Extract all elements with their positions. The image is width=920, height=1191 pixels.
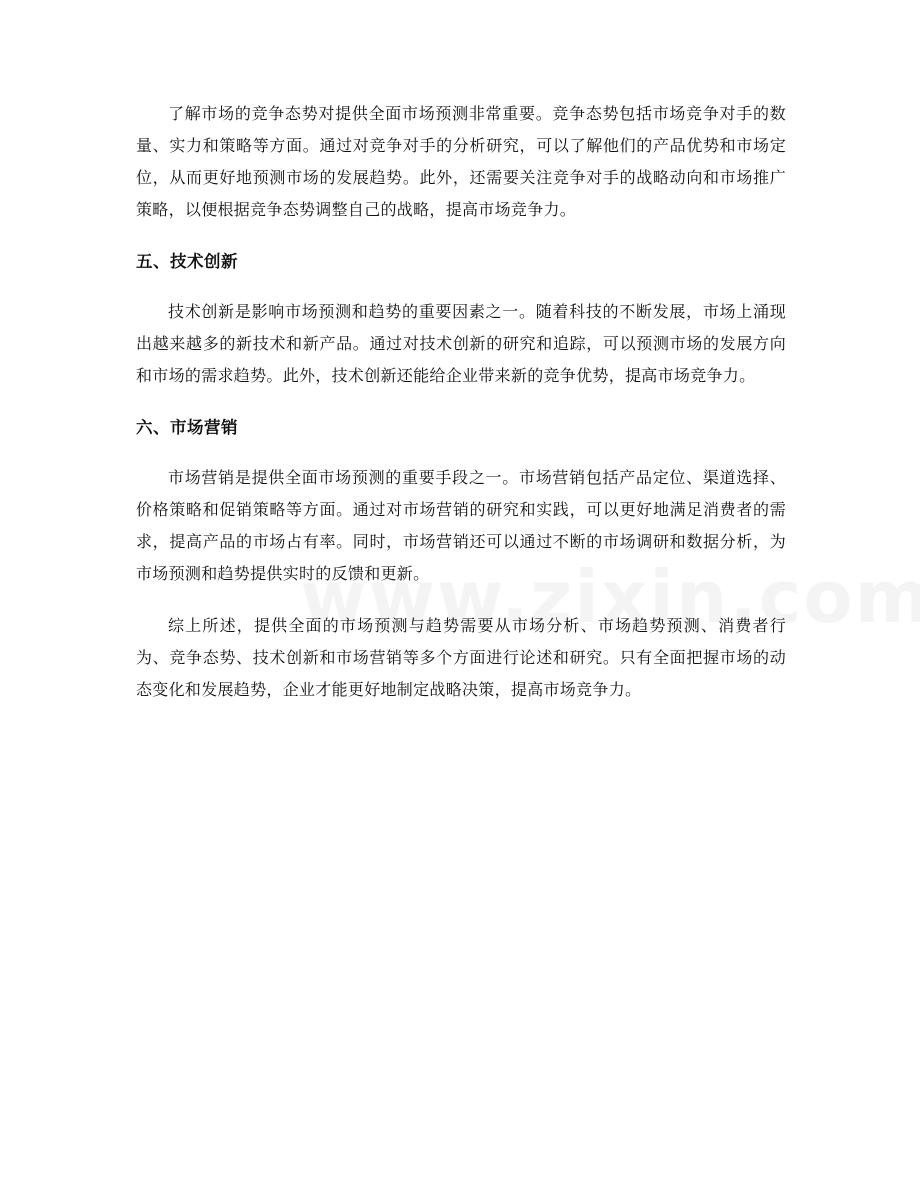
paragraph-tech-innovation: 技术创新是影响市场预测和趋势的重要因素之一。随着科技的不断发展，市场上涌现出越来越多的新技术和新产品。通过对技术创新的研究和追踪，可以预测市场的发展方向和市场的需求趋势。此外，技术创新还能给企业带来新的竞争优势，提高市场竞争力。	[136, 302, 786, 385]
document-body	[136, 98, 786, 706]
heading-marketing: 六、市场营销	[136, 418, 238, 437]
paragraph-competition: 了解市场的竞争态势对提供全面市场预测非常重要。竞争态势包括市场竞争对手的数量、实力和策略等方面。通过对竞争对手的分析研究，可以了解他们的产品优势和市场定位，从而更好地预测市场的发展趋势。此外，还需要关注竞争对手的战略动向和市场推广策略，以便根据竞争态势调整自己的战略，提高市场竞争力。	[136, 104, 786, 219]
paragraph-marketing: 市场营销是提供全面市场预测的重要手段之一。市场营销包括产品定位、渠道选择、价格策略和促销策略等方面。通过对市场营销的研究和实践，可以更好地满足消费者的需求，提高产品的市场占有率。同时，市场营销还可以通过不断的市场调研和数据分析，为市场预测和趋势提供实时的反馈和更新。	[136, 468, 786, 583]
paragraph-summary: 综上所述，提供全面的市场预测与趋势需要从市场分析、市场趋势预测、消费者行为、竞争态势、技术创新和市场营销等多个方面进行论述和研究。只有全面把握市场的动态变化和发展趋势，企业才能更好地制定战略决策，提高市场竞争力。	[136, 616, 786, 699]
heading-tech-innovation: 五、技术创新	[136, 252, 238, 271]
